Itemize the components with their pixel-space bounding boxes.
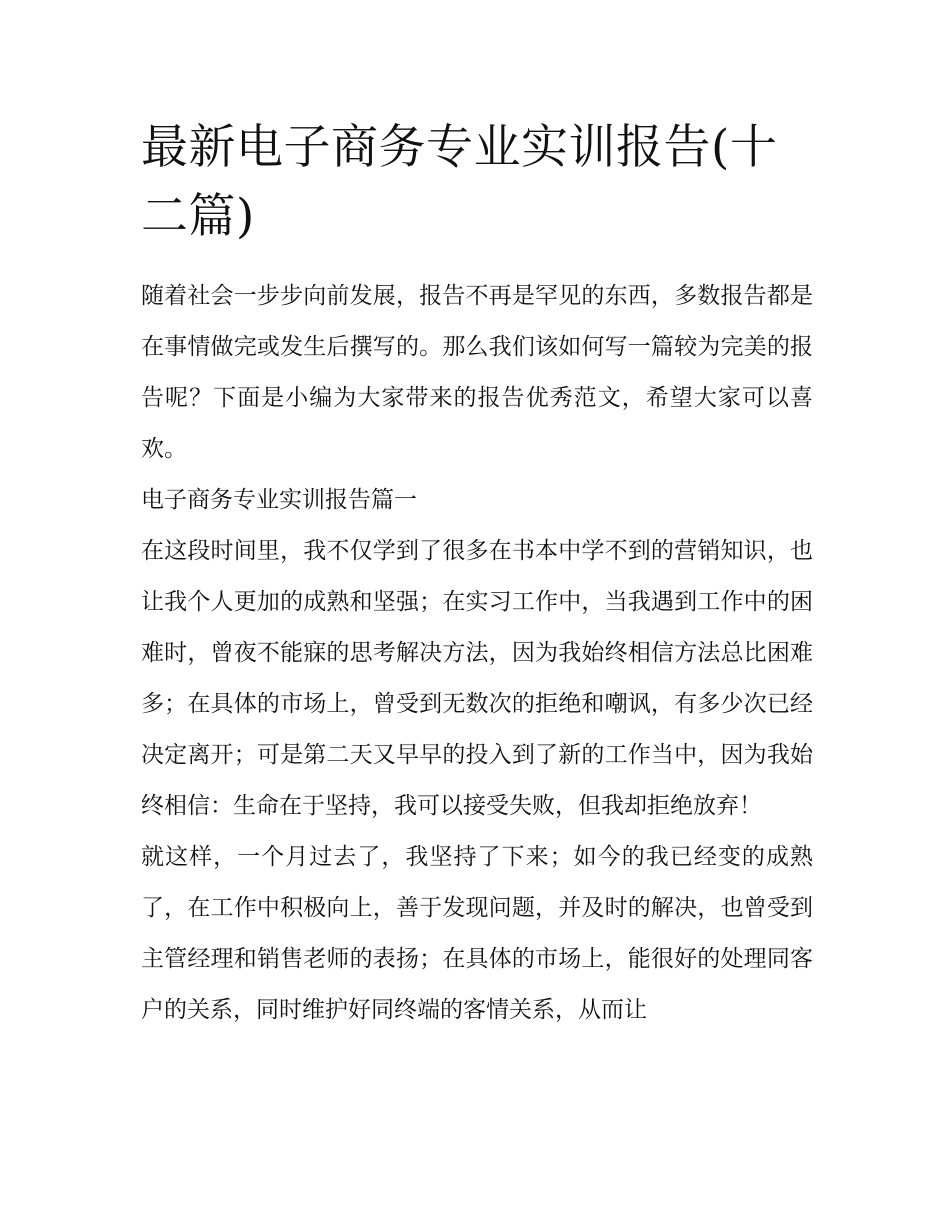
section-heading: 电子商务专业实训报告篇一 — [141, 487, 417, 513]
body-paragraph-1: 在这段时间里，我不仅学到了很多在书本中学不到的营销知识，也让我个人更加的成熟和坚强；在实习工作中，当我遇到工作中的困难时，曾夜不能寐的思考解决方法，因为我始终相信方法总比困难多；在具体的市场上，曾受到无数次的拒绝和嘲讽，有多少次已经决定离开；可是第二天又早早的投入到了新的工作当中，因为我始终相信：生命在于坚持，我可以接受失败，但我却拒绝放弃！ — [141, 538, 813, 819]
document-title: 最新电子商务专业实训报告(十二篇) — [141, 120, 778, 244]
body-paragraph-2: 就这样，一个月过去了，我坚持了下来；如今的我已经变的成熟了，在工作中积极向上，善于发现问题，并及时的解决，也曾受到主管经理和销售老师的表扬；在具体的市场上，能很好的处理同客户的关系，同时维护好同终端的客情关系，从而让 — [141, 844, 813, 1023]
document-page — [141, 113, 813, 1036]
intro-paragraph: 随着社会一步步向前发展，报告不再是罕见的东西，多数报告都是在事情做完或发生后撰写的。那么我们该如何写一篇较为完美的报告呢？下面是小编为大家带来的报告优秀范文，希望大家可以喜欢。 — [141, 283, 813, 462]
